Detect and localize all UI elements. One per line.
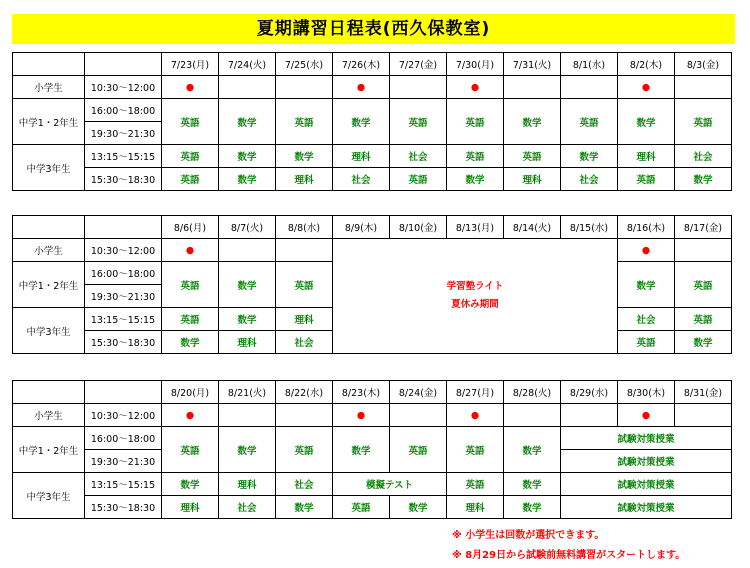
exam-prep-cell: 試験対策授業 [561,450,732,473]
time-slot: 16:00～18:00 [85,99,162,122]
jh3-row-b [13,168,732,191]
date-cell: 8/30(木) [618,381,675,404]
class-dot: ● [618,239,675,262]
time-slot: 10:30～12:00 [85,76,162,99]
subject-cell: 英語 [162,99,219,145]
subject-cell: 英語 [675,308,732,331]
grade-label: 中学1・2年生 [13,262,85,308]
date-cell: 8/15(水) [561,216,618,239]
subject-cell: 社会 [276,473,333,496]
subject-cell: 英語 [447,145,504,168]
date-cell: 8/23(木) [333,381,390,404]
subject-cell: 理科 [162,496,219,519]
grade-label: 中学1・2年生 [13,99,85,145]
elementary-row [13,76,732,99]
date-cell: 8/29(水) [561,381,618,404]
subject-cell: 数学 [276,145,333,168]
date-cell: 8/8(水) [276,216,333,239]
break-line: 夏休み期間 [451,299,499,310]
grade-label: 中学3年生 [13,473,85,519]
subject-cell: 英語 [276,99,333,145]
grade-label: 小学生 [13,239,85,262]
date-cell: 8/10(金) [390,216,447,239]
time-slot: 13:15～15:15 [85,308,162,331]
subject-cell: 英語 [447,427,504,473]
time-slot: 19:30～21:30 [85,285,162,308]
subject-cell: 英語 [618,331,675,354]
exam-prep-cell: 試験対策授業 [561,496,732,519]
subject-cell: 英語 [333,496,390,519]
time-slot: 13:15～15:15 [85,145,162,168]
time-slot: 15:30～18:30 [85,496,162,519]
date-cell: 7/30(月) [447,53,504,76]
subject-cell: 数学 [219,168,276,191]
date-header-row [13,53,732,76]
subject-cell: 理科 [219,331,276,354]
time-slot: 10:30～12:00 [85,239,162,262]
subject-cell: 理科 [618,145,675,168]
class-dot: ● [333,404,390,427]
subject-cell: 数学 [675,331,732,354]
subject-cell: 数学 [618,99,675,145]
time-slot: 13:15～15:15 [85,473,162,496]
note-elementary: ※ 小学生は回数が選択できます。 [452,530,605,541]
date-cell: 8/1(水) [561,53,618,76]
subject-cell: 数学 [276,496,333,519]
subject-cell: 理科 [276,308,333,331]
date-cell: 8/7(火) [219,216,276,239]
subject-cell: 数学 [219,99,276,145]
date-header-row [13,216,732,239]
time-slot: 15:30～18:30 [85,168,162,191]
date-cell: 8/13(月) [447,216,504,239]
time-slot: 16:00～18:00 [85,427,162,450]
class-dot: ● [162,239,219,262]
subject-cell: 英語 [618,168,675,191]
subject-cell: 数学 [162,331,219,354]
summer-break-notice [333,239,618,354]
date-cell: 8/6(月) [162,216,219,239]
subject-cell: 英語 [504,145,561,168]
subject-cell: 英語 [675,262,732,308]
subject-cell: 数学 [504,427,561,473]
subject-cell: 理科 [447,496,504,519]
date-cell: 8/22(水) [276,381,333,404]
schedule-table-week2 [12,215,732,354]
subject-cell: 理科 [219,473,276,496]
jh3-row-a [13,473,732,496]
subject-cell: 英語 [447,473,504,496]
class-dot: ● [618,404,675,427]
subject-cell: 数学 [447,168,504,191]
date-cell: 8/14(火) [504,216,561,239]
subject-cell: 数学 [504,496,561,519]
elementary-row [13,239,732,262]
schedule-table-week3 [12,380,732,519]
class-dot: ● [162,404,219,427]
date-cell: 8/31(金) [675,381,732,404]
subject-cell: 理科 [276,168,333,191]
subject-cell: 英語 [162,262,219,308]
grade-label: 中学1・2年生 [13,427,85,473]
grade-label: 小学生 [13,76,85,99]
subject-cell: 英語 [162,168,219,191]
date-cell: 8/2(木) [618,53,675,76]
jh3-row-b [13,496,732,519]
subject-cell: 数学 [219,308,276,331]
jh3-row-a [13,145,732,168]
time-slot: 19:30～21:30 [85,450,162,473]
date-cell: 8/21(火) [219,381,276,404]
time-slot: 15:30～18:30 [85,331,162,354]
time-slot: 19:30～21:30 [85,122,162,145]
date-header-row [13,381,732,404]
class-dot: ● [447,404,504,427]
subject-cell: 数学 [504,99,561,145]
date-cell: 8/27(月) [447,381,504,404]
jh12-row-a [13,99,732,122]
subject-cell: 数学 [390,496,447,519]
class-dot: ● [333,76,390,99]
subject-cell: 数学 [219,145,276,168]
page-title: 夏期講習日程表(西久保教室) [12,14,735,44]
grade-label: 中学3年生 [13,308,85,354]
date-cell: 7/27(金) [390,53,447,76]
subject-cell: 英語 [276,427,333,473]
time-slot: 10:30～12:00 [85,404,162,427]
subject-cell: 数学 [504,473,561,496]
date-cell: 8/28(火) [504,381,561,404]
break-line: 学習塾ライト [446,281,504,292]
exam-prep-cell: 試験対策授業 [561,427,732,450]
grade-label: 中学3年生 [13,145,85,191]
mock-test-cell: 模擬テスト [333,473,447,496]
subject-cell: 英語 [162,308,219,331]
date-cell: 8/17(金) [675,216,732,239]
subject-cell: 英語 [561,99,618,145]
exam-prep-cell: 試験対策授業 [561,473,732,496]
subject-cell: 英語 [675,99,732,145]
subject-cell: 数学 [333,99,390,145]
subject-cell: 理科 [504,168,561,191]
subject-cell: 英語 [162,145,219,168]
subject-cell: 英語 [276,262,333,308]
grade-label: 小学生 [13,404,85,427]
date-cell: 8/16(木) [618,216,675,239]
date-cell: 8/3(金) [675,53,732,76]
subject-cell: 社会 [333,168,390,191]
date-cell: 8/20(月) [162,381,219,404]
subject-cell: 社会 [390,145,447,168]
subject-cell: 数学 [219,427,276,473]
subject-cell: 数学 [219,262,276,308]
subject-cell: 社会 [561,168,618,191]
date-cell: 7/23(月) [162,53,219,76]
date-cell: 8/9(木) [333,216,390,239]
subject-cell: 数学 [675,168,732,191]
subject-cell: 英語 [162,427,219,473]
time-slot: 16:00～18:00 [85,262,162,285]
subject-cell: 社会 [276,331,333,354]
elementary-row [13,404,732,427]
subject-cell: 数学 [162,473,219,496]
subject-cell: 英語 [390,427,447,473]
subject-cell: 数学 [561,145,618,168]
subject-cell: 数学 [333,427,390,473]
class-dot: ● [162,76,219,99]
schedule-table-week1 [12,52,732,191]
subject-cell: 社会 [675,145,732,168]
class-dot: ● [618,76,675,99]
date-cell: 7/24(火) [219,53,276,76]
date-cell: 7/31(火) [504,53,561,76]
subject-cell: 英語 [447,99,504,145]
subject-cell: 英語 [390,168,447,191]
subject-cell: 理科 [333,145,390,168]
subject-cell: 数学 [618,262,675,308]
date-cell: 7/26(木) [333,53,390,76]
jh12-row-a [13,427,732,450]
subject-cell: 社会 [618,308,675,331]
date-cell: 8/24(金) [390,381,447,404]
subject-cell: 英語 [390,99,447,145]
note-free-lessons: ※ 8月29日から試験前無料講習がスタートします。 [452,550,686,561]
subject-cell: 社会 [219,496,276,519]
date-cell: 7/25(水) [276,53,333,76]
class-dot: ● [447,76,504,99]
